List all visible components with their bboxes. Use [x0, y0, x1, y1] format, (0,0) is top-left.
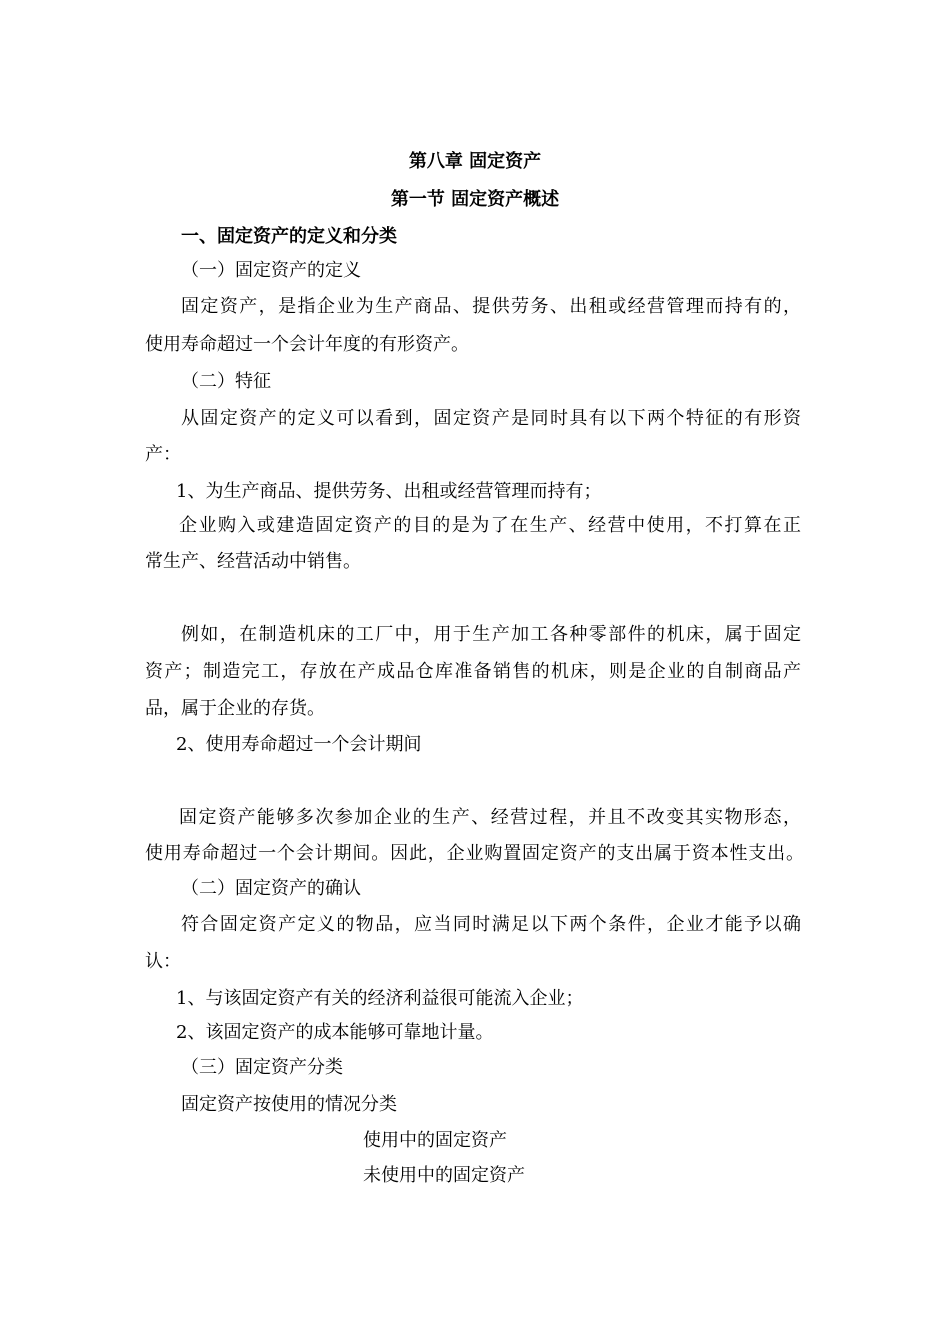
subheading-features: （二）特征 — [181, 371, 271, 392]
paragraph-definition-line-2: 使用寿命超过一个会计年度的有形资产。 — [145, 334, 469, 355]
paragraph-features-line-1: 从固定资产的定义可以看到，固定资产是同时具有以下两个特征的有形资 — [181, 408, 801, 429]
paragraph-example-line-1: 例如，在制造机床的工厂中，用于生产加工各种零部件的机床，属于固定 — [181, 624, 801, 645]
feature-item-1: 1、为生产商品、提供劳务、出租或经营管理而持有； — [176, 481, 602, 502]
subheading-classification: （三）固定资产分类 — [181, 1057, 343, 1078]
paragraph-purpose-line-2: 常生产、经营活动中销售。 — [145, 551, 361, 572]
section-title: 第一节 固定资产概述 — [390, 189, 560, 210]
paragraph-example-line-3: 品，属于企业的存货。 — [145, 698, 325, 719]
paragraph-example-line-2: 资产；制造完工，存放在产成品仓库准备销售的机床，则是企业的自制商品产 — [145, 661, 801, 682]
paragraph-recognition-line-2: 认： — [145, 951, 181, 972]
paragraph-lifespan-line-2: 使用寿命超过一个会计期间。因此，企业购置固定资产的支出属于资本性支出。 — [145, 843, 804, 864]
paragraph-definition-line-1: 固定资产，是指企业为生产商品、提供劳务、出租或经营管理而持有的， — [181, 296, 801, 317]
heading-definition-classification: 一、固定资产的定义和分类 — [181, 226, 397, 247]
paragraph-recognition-line-1: 符合固定资产定义的物品，应当同时满足以下两个条件，企业才能予以确 — [181, 914, 801, 935]
paragraph-lifespan-line-1: 固定资产能够多次参加企业的生产、经营过程，并且不改变其实物形态， — [179, 807, 801, 828]
condition-item-2: 2、该固定资产的成本能够可靠地计量。 — [176, 1022, 494, 1043]
condition-item-1: 1、与该固定资产有关的经济利益很可能流入企业； — [176, 988, 584, 1009]
paragraph-features-line-2: 产： — [145, 444, 181, 465]
chapter-title: 第八章 固定资产 — [408, 151, 542, 172]
paragraph-purpose-line-1: 企业购入或建造固定资产的目的是为了在生产、经营中使用，不打算在正 — [179, 515, 801, 536]
subheading-recognition: （二）固定资产的确认 — [181, 878, 361, 899]
classification-item-not-in-use: 未使用中的固定资产 — [363, 1165, 525, 1186]
feature-item-2: 2、使用寿命超过一个会计期间 — [176, 734, 422, 755]
subheading-definition: （一）固定资产的定义 — [181, 260, 361, 281]
paragraph-classification: 固定资产按使用的情况分类 — [181, 1094, 397, 1115]
classification-item-in-use: 使用中的固定资产 — [363, 1130, 507, 1151]
